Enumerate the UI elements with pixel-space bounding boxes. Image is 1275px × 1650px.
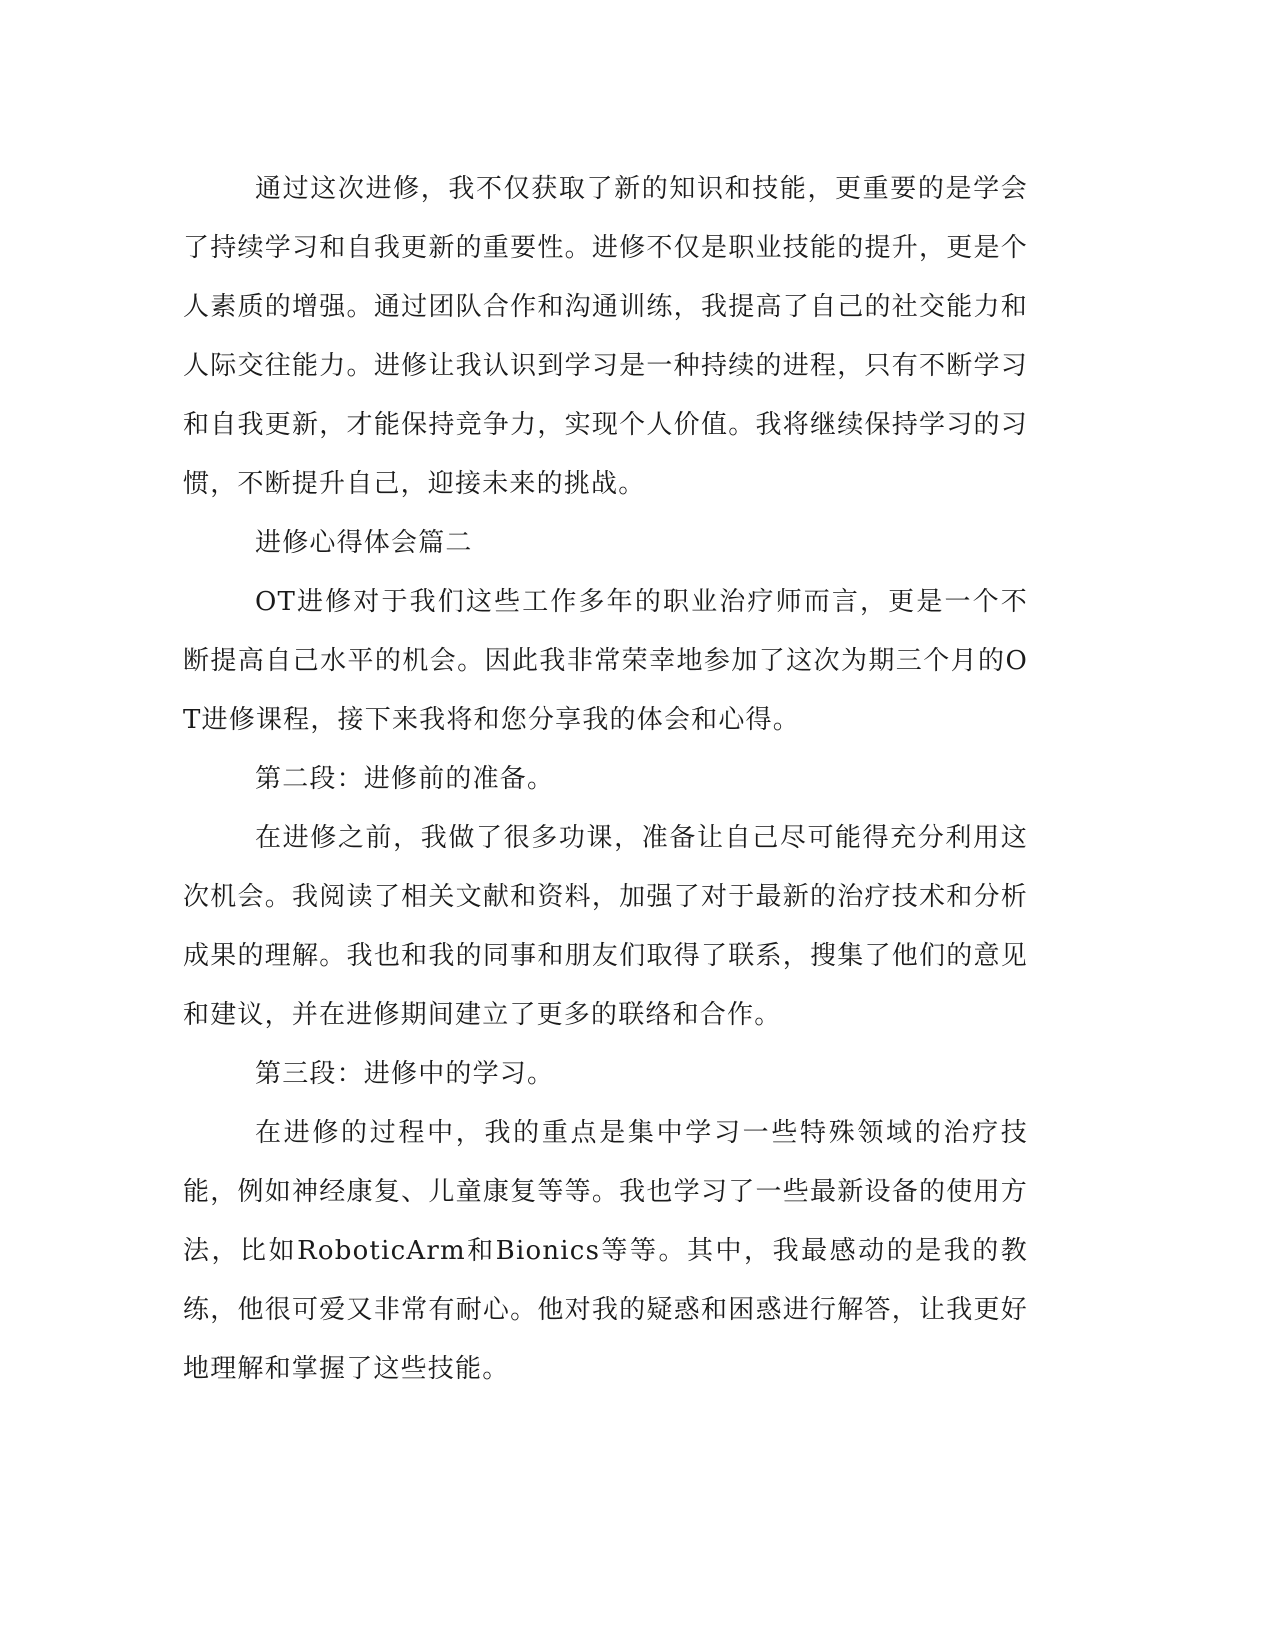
- section-heading-learning: 第三段：进修中的学习。: [255, 1059, 555, 1089]
- paragraph-learning: 在进修的过程中，我的重点是集中学习一些特殊领域的治疗技能，例如神经康复、儿童康复等等。我也学习了一些最新设备的使用方法，比如RoboticArm和Bionics等等。其中，我最感动的是我的教练，他很可爱又非常有耐心。他对我的疑惑和困惑进行解答，让我更好地理解和掌握了这些技能。: [183, 1118, 1028, 1384]
- paragraph-summary: 通过这次进修，我不仅获取了新的知识和技能，更重要的是学会了持续学习和自我更新的重要性。进修不仅是职业技能的提升，更是个人素质的增强。通过团队合作和沟通训练，我提高了自己的社交能力和人际交往能力。进修让我认识到学习是一种持续的进程，只有不断学习和自我更新，才能保持竞争力，实现个人价值。我将继续保持学习的习惯，不断提升自己，迎接未来的挑战。: [183, 174, 1028, 499]
- section-title: 进修心得体会篇二: [255, 528, 473, 558]
- section-heading-preparation: 第二段：进修前的准备。: [255, 764, 555, 794]
- paragraph-intro: OT进修对于我们这些工作多年的职业治疗师而言，更是一个不断提高自己水平的机会。因此我非常荣幸地参加了这次为期三个月的OT进修课程，接下来我将和您分享我的体会和心得。: [183, 587, 1028, 735]
- paragraph-preparation: 在进修之前，我做了很多功课，准备让自己尽可能得充分利用这次机会。我阅读了相关文献和资料，加强了对于最新的治疗技术和分析成果的理解。我也和我的同事和朋友们取得了联系，搜集了他们的意见和建议，并在进修期间建立了更多的联络和合作。: [183, 823, 1028, 1030]
- document-body: [183, 160, 1028, 1399]
